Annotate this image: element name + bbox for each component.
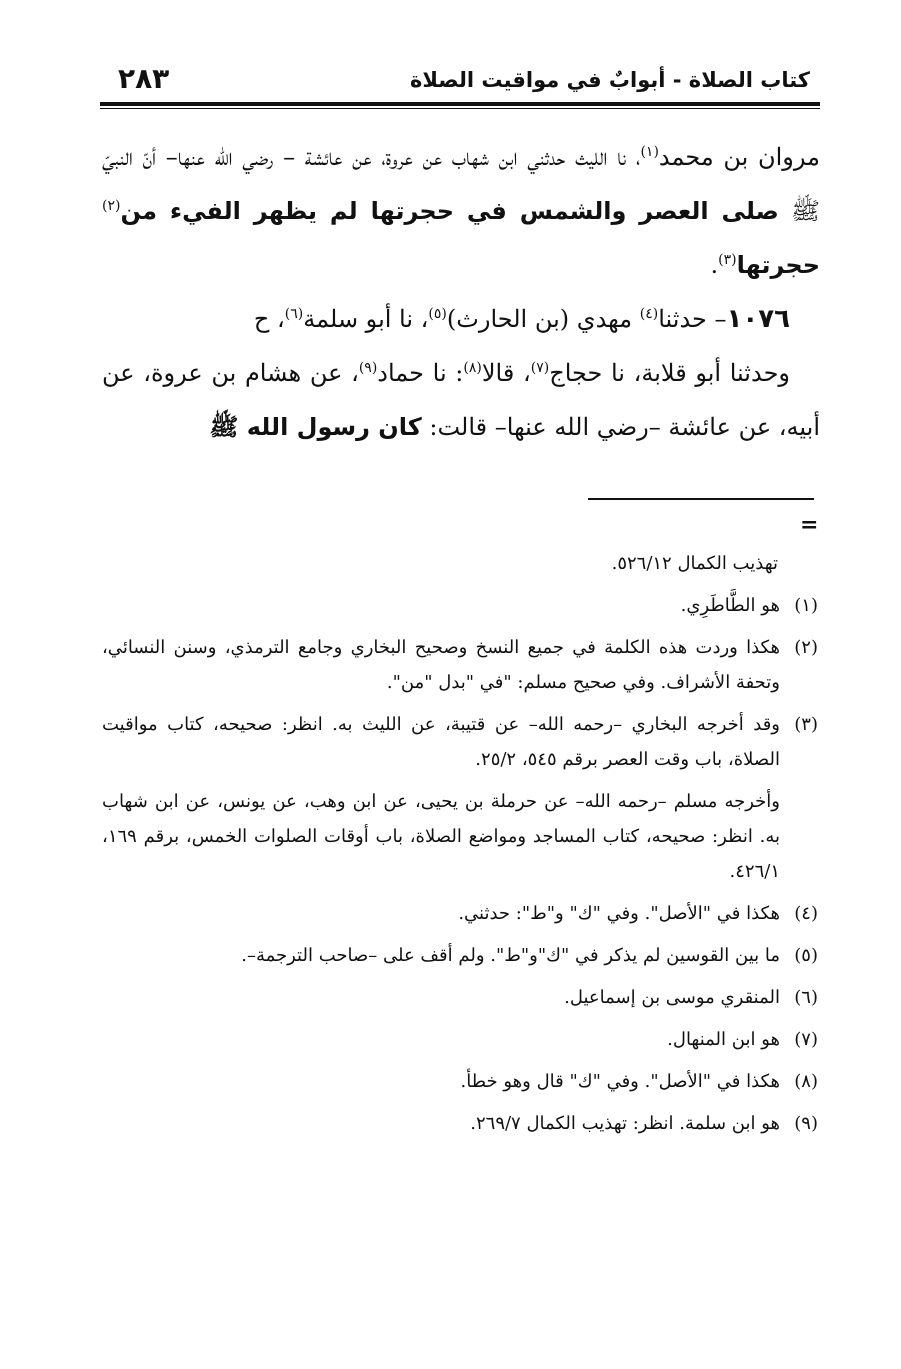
footnote-label: (٨): [794, 1071, 818, 1092]
bold-text: كان رسول الله ﷺ: [209, 413, 422, 441]
footnote-text: هو ابن المنهال.: [667, 1029, 780, 1050]
text-run: : نا حماد: [377, 359, 464, 387]
continuation-mark: =: [800, 512, 819, 538]
footnote-text: هكذا وردت هذه الكلمة في جميع النسخ وصحيح البخاري وجامع الترمذي، وسنن النسائي، وتحفة الأشراف. وفي صحيح مسلم: "في "بدل "من".: [102, 637, 780, 693]
footnote-carryover: تهذيب الكمال ٥٢٦/١٢.: [611, 553, 778, 574]
text-run: ، ح: [253, 305, 285, 333]
footnote-label: (٩): [794, 1113, 818, 1134]
footnote-ref: (٨): [463, 360, 482, 376]
footnote-label: (٥): [794, 945, 818, 966]
footnote-ref: (٥): [428, 306, 447, 322]
text-run: مروان بن محمد: [658, 143, 820, 171]
footnote-ref: (٩): [358, 360, 378, 376]
footnote-ref: (٣): [718, 252, 737, 268]
footnote-3: [102, 707, 818, 777]
footnote-label: (١): [794, 595, 818, 616]
footnote-divider: [588, 498, 814, 500]
footnote-9: [102, 1106, 818, 1141]
bold-text: صلى العصر والشمس في حجرتها لم يظهر الفيء من: [120, 197, 779, 225]
footnote-text: ما بين القوسين لم يذكر في "ك"و"ط". ولم أقف على –صاحب الترجمة–.: [241, 945, 780, 966]
footnote-7: [102, 1022, 818, 1057]
footnote-text: هو ابن سلمة. انظر: تهذيب الكمال ٢٦٩/٧.: [470, 1113, 780, 1134]
text-run: ، قالا: [481, 359, 531, 387]
text-run: مهدي (بن الحارث): [446, 305, 640, 333]
text-run: حدثنا: [658, 305, 707, 333]
footnote-text: المنقري موسى بن إسماعيل.: [564, 987, 780, 1008]
footnote-text: هو الطَّاطَرِي.: [680, 595, 780, 616]
footnote-5: [102, 938, 818, 973]
footnote-text: وقد أخرجه البخاري –رحمه الله– عن قتيبة، عن الليث به. انظر: صحيحه، كتاب مواقيت الصلاة، باب وقت العصر برقم ٥٤٥، ٢٥/٢.: [102, 714, 780, 770]
footnote-label: (٧): [794, 1029, 818, 1050]
header-rule-thin: [100, 108, 820, 109]
text-run: ، نا الليث حدثني ابن شهاب عن عروة، عن عائشة – رضي الله عنها– أنّ النبيّ ﷺ: [102, 143, 820, 225]
main-text: [102, 130, 820, 454]
text-run: وحدثنا أبو قلابة، نا حجاج: [549, 359, 791, 387]
header-rule: [100, 102, 820, 106]
footnote-label: (٢): [794, 637, 818, 658]
footnote-8: [102, 1064, 818, 1099]
text-run: –: [706, 305, 727, 333]
footnote-4: [102, 896, 818, 931]
page-number: ٢٨٣: [118, 62, 170, 95]
footnote-label: (٦): [794, 987, 818, 1008]
bold-text: حجرتها: [736, 251, 820, 279]
running-title: كتاب الصلاة - أبوابٌ في مواقيت الصلاة: [409, 68, 810, 92]
footnote-2: [102, 630, 818, 700]
text-run: ، عن هشام بن عروة، عن أبيه، عن عائشة –رضي الله عنها– قالت:: [102, 359, 820, 441]
footnote-3-continuation: وأخرجه مسلم –رحمه الله– عن حرملة بن يحيى، عن ابن وهب، عن يونس، عن ابن شهاب به. انظر: صحيحه، كتاب المساجد ومواضع الصلاة، باب أوقات الصلوات الخمس، برقم ١٦٩، ٤٢٦/١.: [102, 791, 780, 882]
footnote-ref: (٢): [102, 198, 121, 214]
page-header: [100, 60, 820, 100]
footnote-ref: (٧): [530, 360, 550, 376]
footnote-1: [102, 588, 818, 623]
footnote-ref: (٦): [284, 306, 304, 322]
footnote-label: (٣): [794, 714, 818, 735]
footnote-ref: (٤): [639, 306, 659, 322]
hadith-1076-line2: [102, 346, 820, 454]
hadith-number: ١٠٧٦: [726, 304, 790, 334]
footnote-label: (٤): [794, 903, 818, 924]
text-run: .: [710, 251, 719, 279]
footnote-6: [102, 980, 818, 1015]
footnote-text: هكذا في "الأصل". وفي "ك" قال وهو خطأ.: [460, 1071, 780, 1092]
hadith-1075-ending: [102, 130, 820, 292]
footnote-ref: (١): [640, 144, 659, 160]
hadith-1076-line1: [102, 292, 820, 346]
footnotes: [102, 546, 818, 1148]
footnote-text: هكذا في "الأصل". وفي "ك" و"ط": حدثني.: [458, 903, 780, 924]
text-run: ، نا أبو سلمة: [303, 305, 429, 333]
